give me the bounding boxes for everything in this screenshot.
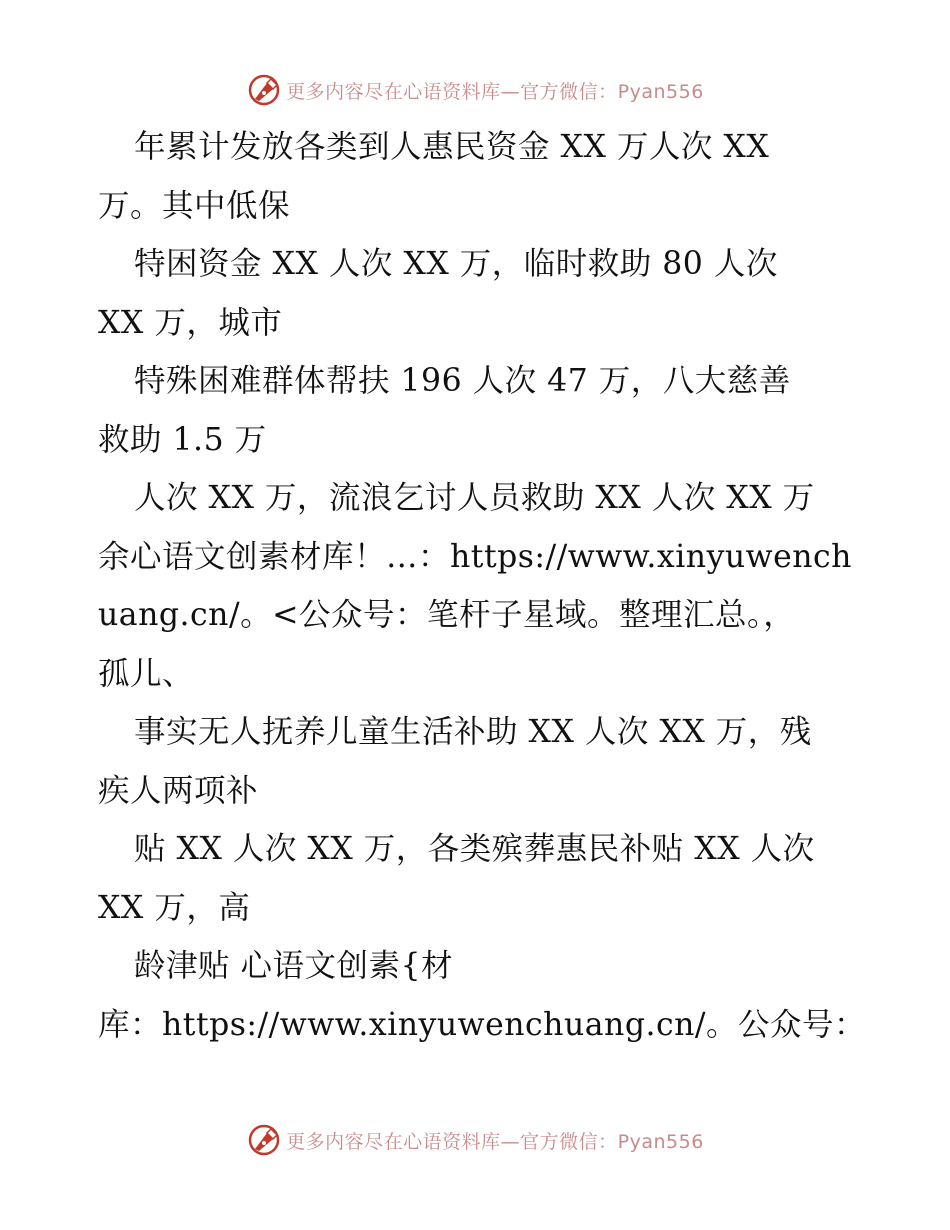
body-line: 疾人两项补 xyxy=(98,772,259,809)
body-line: 人次 XX 万，流浪乞讨人员救助 XX 人次 XX 万 xyxy=(134,480,815,516)
body-line: 龄津贴 心语文创素{材 xyxy=(134,948,454,984)
pen-nib-icon xyxy=(246,72,282,108)
body-line: 年累计发放各类到人惠民资金 XX 万人次 XX xyxy=(134,129,770,165)
header-banner xyxy=(0,70,950,110)
body-line: 特困资金 XX 人次 XX 万，临时救助 80 人次 xyxy=(134,246,778,282)
body-line: 贴 XX 人次 XX 万，各类殡葬惠民补贴 XX 人次 xyxy=(134,831,815,867)
footer-banner-text: 更多内容尽在心语资料库—官方微信：Pyan556 xyxy=(286,1130,704,1153)
pen-nib-icon xyxy=(246,1122,282,1158)
body-line: uang.cn/。<公众号：笔杆子星域。整理汇总。， xyxy=(98,597,796,633)
body-line: 万。其中低保 xyxy=(98,187,291,224)
document-body xyxy=(98,118,867,1054)
body-line: XX 万，高 xyxy=(98,889,251,926)
body-line: 特殊困难群体帮扶 196 人次 47 万，八大慈善 xyxy=(134,363,791,399)
body-line: 余心语文创素材库！…：https://www.xinyuwench xyxy=(98,538,852,575)
body-line: 救助 1.5 万 xyxy=(98,421,267,458)
header-banner-text: 更多内容尽在心语资料库—官方微信：Pyan556 xyxy=(286,80,704,103)
body-line: 库：https://www.xinyuwenchuang.cn/。公众号： xyxy=(98,1006,867,1043)
body-line: 孤儿、 xyxy=(98,655,195,692)
body-line: XX 万，城市 xyxy=(98,304,283,341)
body-line: 事实无人抚养儿童生活补助 XX 人次 XX 万，残 xyxy=(134,714,812,750)
footer-banner xyxy=(0,1120,950,1160)
